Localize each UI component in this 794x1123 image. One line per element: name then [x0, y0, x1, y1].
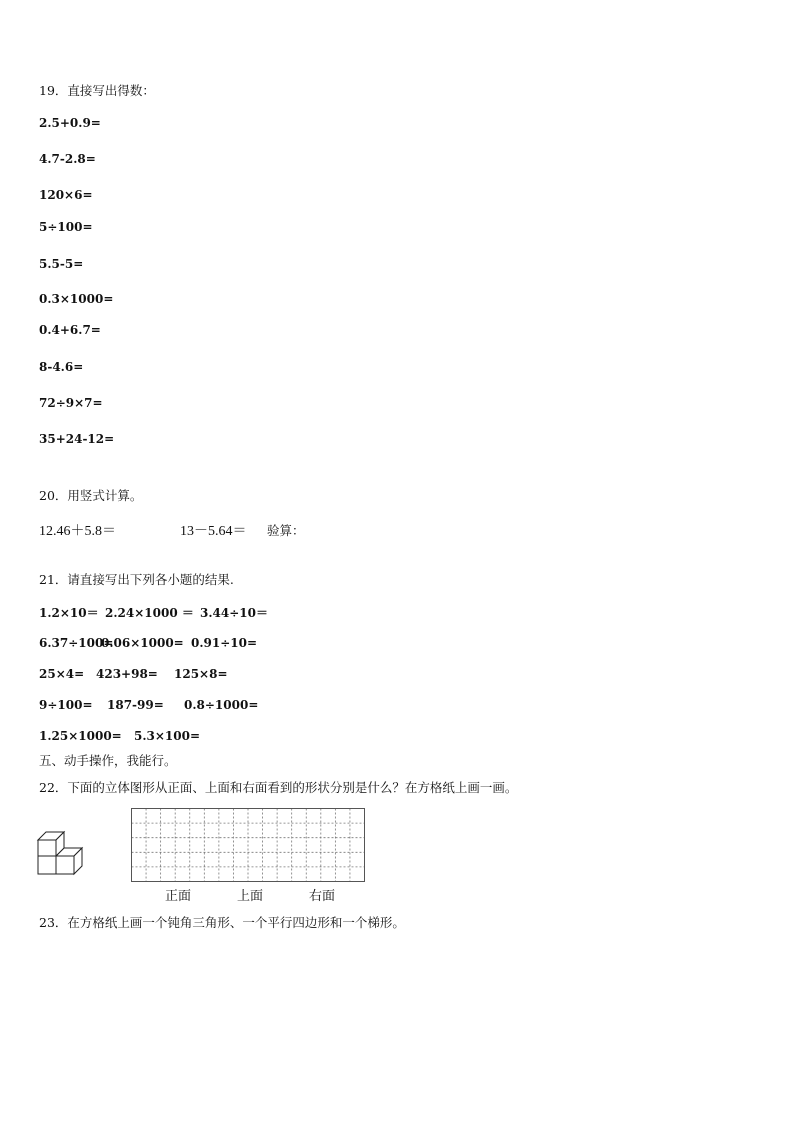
q22-title: 22．下面的立体图形从正面、上面和右面看到的形状分别是什么？在方格纸上画一画。 — [39, 780, 518, 795]
q20-expr-2: 13－5.64＝ — [180, 524, 247, 539]
q19-title: 19．直接写出得数： — [39, 83, 155, 98]
q21-r5-c1: 1.25×1000= — [39, 729, 122, 743]
q19-item-4: 5÷100= — [39, 220, 93, 234]
q21-r4-c3: 0.8÷1000= — [184, 698, 259, 712]
cube-figure — [36, 830, 92, 880]
q21-r1-c2: 2.24×1000 ＝ — [105, 606, 194, 620]
q19-item-10: 35+24-12= — [39, 432, 115, 446]
q21-r1-c1: 1.2×10＝ — [39, 606, 99, 620]
grid-label-right: 右面 — [309, 889, 336, 904]
grid-label-front: 正面 — [165, 889, 192, 904]
q20-check-label: 验算： — [267, 523, 305, 538]
q19-item-8: 8-4.6= — [39, 360, 84, 374]
q21-r3-c1: 25×4= — [39, 667, 85, 681]
drawing-grid[interactable] — [128, 807, 368, 884]
q19-item-6: 0.3×1000= — [39, 292, 114, 306]
q20-expr-1: 12.46＋5.8＝ — [39, 524, 116, 539]
q23-title: 23．在方格纸上画一个钝角三角形、一个平行四边形和一个梯形。 — [39, 915, 405, 930]
q20-title: 20．用竖式计算。 — [39, 488, 143, 503]
q21-r3-c2: 423+98= — [96, 667, 158, 681]
q19-item-9: 72÷9×7= — [39, 396, 103, 410]
q21-r2-c2: 0.06×1000= — [101, 636, 184, 650]
q19-item-1: 2.5+0.9= — [39, 116, 101, 130]
q19-item-5: 5.5-5= — [39, 257, 84, 271]
q21-r1-c3: 3.44÷10＝ — [200, 606, 268, 620]
q21-title: 21．请直接写出下列各小题的结果. — [39, 572, 234, 587]
q21-r4-c1: 9÷100= — [39, 698, 93, 712]
q21-r2-c3: 0.91÷10= — [191, 636, 258, 650]
q19-item-7: 0.4+6.7= — [39, 323, 101, 337]
q21-r3-c3: 125×8= — [174, 667, 228, 681]
section-5-title: 五、动手操作，我能行。 — [39, 753, 177, 768]
grid-label-top: 上面 — [237, 889, 264, 904]
q21-r4-c2: 187-99= — [107, 698, 164, 712]
q19-item-3: 120×6= — [39, 188, 93, 202]
q21-r2-c1: 6.37÷100= — [39, 636, 114, 650]
q19-item-2: 4.7-2.8= — [39, 152, 96, 166]
q21-r5-c2: 5.3×100= — [134, 729, 201, 743]
